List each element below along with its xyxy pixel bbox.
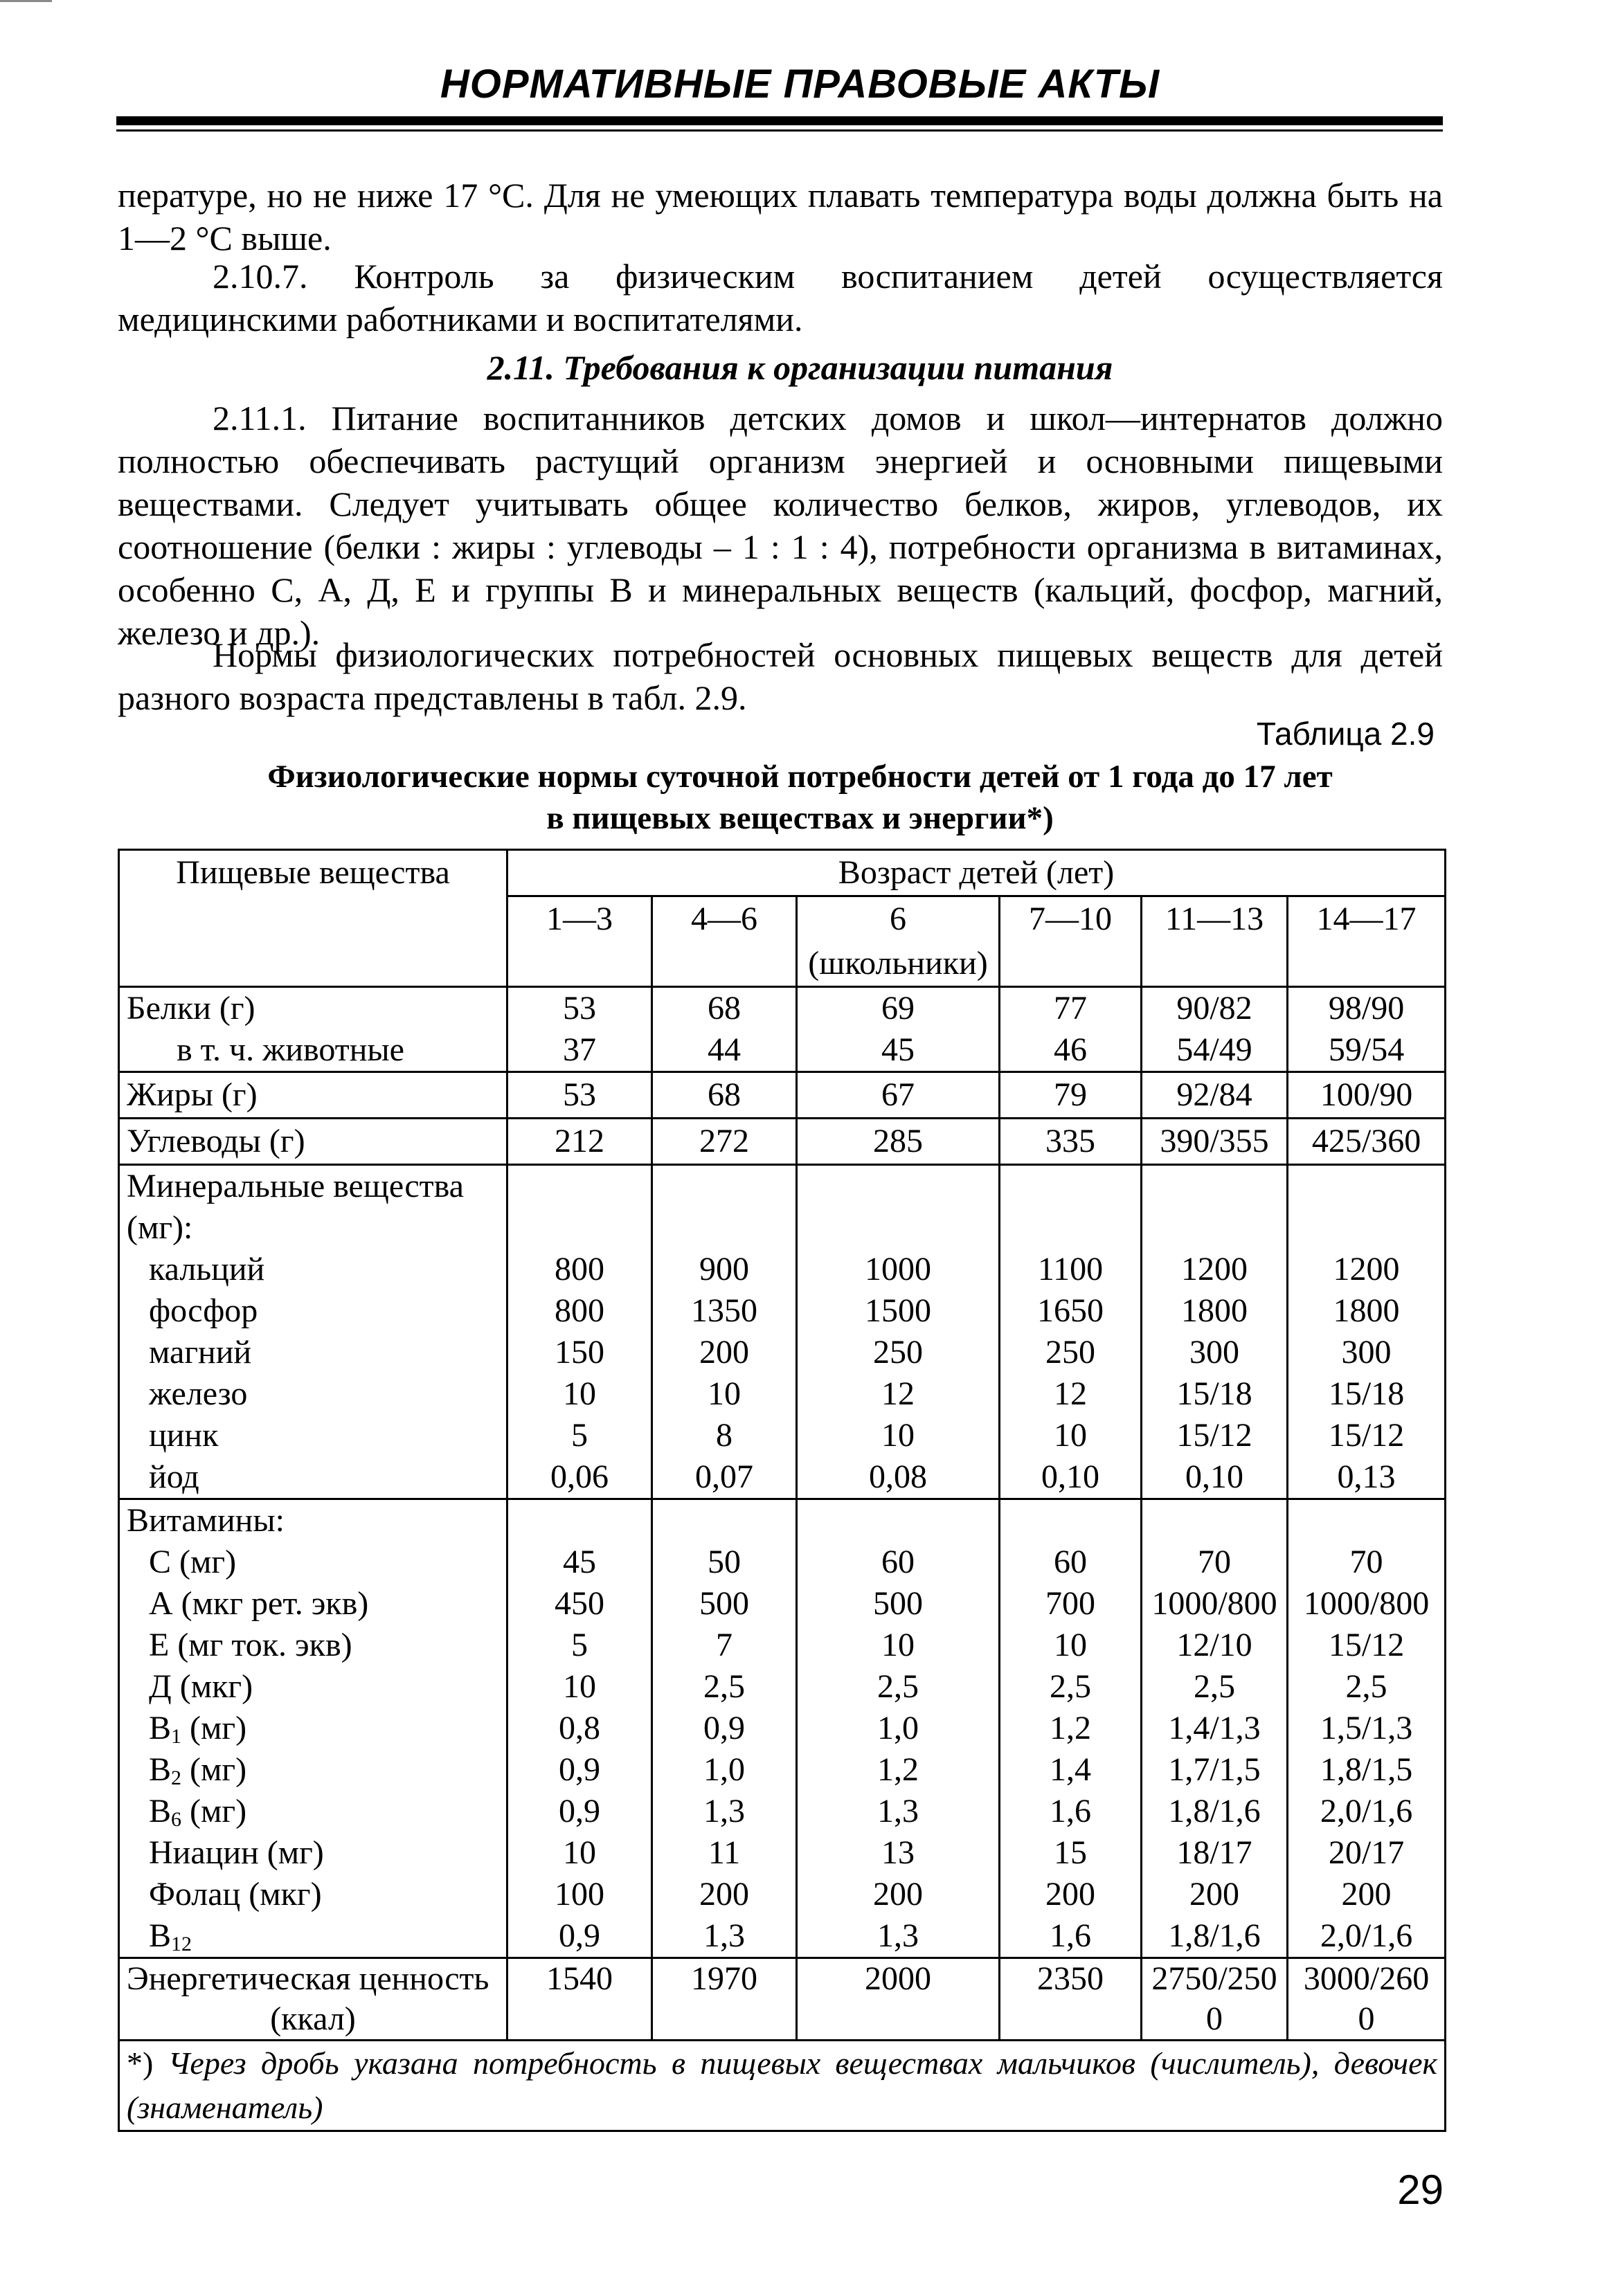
table-cell: 1,8/1,6 [1142, 1915, 1288, 1958]
table-cell: 2,5 [797, 1666, 1000, 1708]
row-label-vitamin: Фолац (мкг) [119, 1874, 507, 1915]
table-cell: 59/54 [1288, 1029, 1446, 1072]
table-cell: 1,8/1,6 [1142, 1791, 1288, 1832]
table-cell: 0,9 [507, 1915, 652, 1958]
table-row [119, 1119, 1446, 1165]
table-cell: 0,9 [507, 1749, 652, 1791]
table-cell: 1800 [1288, 1290, 1446, 1332]
table-cell: 0,06 [507, 1456, 652, 1499]
table-cell: 10 [797, 1625, 1000, 1666]
running-header-title: НОРМАТИВНЫЕ ПРАВОВЫЕ АКТЫ [440, 62, 1160, 107]
table-cell: 1,8/1,5 [1288, 1749, 1446, 1791]
table-cell: 1,6 [1000, 1915, 1142, 1958]
table-row [119, 1332, 1446, 1373]
table-cell: 1,7/1,5 [1142, 1749, 1288, 1791]
table-cell: 98/90 [1288, 987, 1446, 1030]
table-cell: 10 [507, 1666, 652, 1708]
table-row [119, 1249, 1446, 1290]
age-group-header: 4—6 [652, 896, 797, 987]
section-title-2-11: 2.11. Требования к организации питания [487, 348, 1113, 387]
table-cell: 250 [1000, 1332, 1142, 1373]
table-cell-empty [1288, 1499, 1446, 1542]
table-cell-empty [652, 1165, 797, 1249]
table-cell: 2,0/1,6 [1288, 1791, 1446, 1832]
table-cell: 1000 [797, 1249, 1000, 1290]
scan-corner-mark [0, 0, 52, 2]
row-label-mineral: кальций [119, 1249, 507, 1290]
table-cell: 1,4/1,3 [1142, 1708, 1288, 1749]
table-cell: 272 [652, 1119, 797, 1165]
table-cell-empty [652, 1499, 797, 1542]
table-cell: 2,0/1,6 [1288, 1915, 1446, 1958]
table-cell: 15 [1000, 1832, 1142, 1874]
header-rule-thick [116, 116, 1443, 125]
table-cell: 68 [652, 987, 797, 1030]
table-cell: 18/17 [1142, 1832, 1288, 1874]
footnote-text: Через дробь указана потребность в пищевых веществах мальчиков (числитель), девочек (знаменатель) [127, 2045, 1438, 2125]
age-group-header: 1—3 [507, 896, 652, 987]
table-cell: 53 [507, 1072, 652, 1119]
table-cell: 1100 [1000, 1249, 1142, 1290]
table-cell: 10 [1000, 1625, 1142, 1666]
table-cell: 1000/800 [1142, 1583, 1288, 1625]
table-cell: 1350 [652, 1290, 797, 1332]
table-cell: 300 [1142, 1332, 1288, 1373]
energy-label-line-2: (ккал) [270, 2000, 356, 2037]
row-label-mineral: йод [119, 1456, 507, 1499]
table-cell: 1,0 [652, 1749, 797, 1791]
table-cell: 12/10 [1142, 1625, 1288, 1666]
paragraph-2-10-7: 2.10.7. Контроль за физическим воспитанием детей осуществляется медицинскими работниками и воспитателями. [118, 257, 1443, 338]
table-cell: 70 [1142, 1542, 1288, 1583]
row-label-vitamin [119, 1749, 507, 1791]
table-cell: 0,9 [652, 1708, 797, 1749]
table-cell: 1,3 [652, 1791, 797, 1832]
table-row [119, 1583, 1446, 1625]
table-row [119, 1666, 1446, 1708]
table-cell: 15/18 [1288, 1373, 1446, 1415]
energy-label-line-1: Энергетическая ценность [127, 1960, 489, 1997]
table-cell: 500 [797, 1583, 1000, 1625]
table-cell: 0,8 [507, 1708, 652, 1749]
table-cell: 8 [652, 1415, 797, 1456]
table-cell: 0,10 [1000, 1456, 1142, 1499]
table-row [119, 1542, 1446, 1583]
table-footnote-row [119, 2041, 1446, 2131]
table-cell: 250 [797, 1332, 1000, 1373]
row-label-minerals-heading: Минеральные вещества (мг): [119, 1165, 507, 1249]
vitamin-letter: В [149, 1751, 172, 1788]
table-cell: 200 [1288, 1874, 1446, 1915]
table-cell: 37 [507, 1029, 652, 1072]
vitamin-subscript: 12 [171, 1933, 192, 1955]
nutrition-norms-table [118, 849, 1446, 2132]
vitamin-subscript: 2 [171, 1766, 182, 1789]
row-label-proteins: Белки (г) [119, 987, 507, 1030]
table-cell: 10 [652, 1373, 797, 1415]
table-cell: 10 [507, 1832, 652, 1874]
age-group-header: 6 (школьники) [797, 896, 1000, 987]
table-cell: 92/84 [1142, 1072, 1288, 1119]
table-row [119, 1456, 1446, 1499]
table-cell: 2000 [797, 1958, 1000, 2041]
table-cell: 15/18 [1142, 1373, 1288, 1415]
table-cell: 300 [1288, 1332, 1446, 1373]
table-cell: 44 [652, 1029, 797, 1072]
table-row [119, 987, 1446, 1030]
table-title [0, 756, 1600, 839]
table-row [119, 1625, 1446, 1666]
table-cell: 12 [797, 1373, 1000, 1415]
table-cell: 60 [1000, 1542, 1142, 1583]
table-row [119, 1415, 1446, 1456]
table-cell-empty [1000, 1499, 1142, 1542]
paragraph-2-11-1: 2.11.1. Питание воспитанников детских домов и школ—интернатов должно полностью обеспечивать растущий организм энергией и основными пищевыми веществами. Следует учитывать общее количество белков, жиров, углеводов, их соотношение (белки : жиры : углеводы – 1 : 1 : 4), потребности организма в витаминах, особенно С, А, Д, Е и группы В и минеральных веществ (кальций, фосфор, магний, железо и др.). [118, 399, 1443, 652]
table-row [119, 1165, 1446, 1249]
vitamin-letter: В [149, 1793, 172, 1829]
table-row [119, 1958, 1446, 2041]
row-label-vitamin: С (мг) [119, 1542, 507, 1583]
table-cell: 5 [507, 1625, 652, 1666]
table-cell: 2,5 [1288, 1666, 1446, 1708]
table-cell: 1,3 [652, 1915, 797, 1958]
table-cell: 212 [507, 1119, 652, 1165]
table-cell: 1200 [1288, 1249, 1446, 1290]
row-label-vitamin [119, 1791, 507, 1832]
table-cell: 54/49 [1142, 1029, 1288, 1072]
table-cell: 10 [507, 1373, 652, 1415]
row-label-vitamin [119, 1708, 507, 1749]
table-cell: 13 [797, 1832, 1000, 1874]
table-cell: 7 [652, 1625, 797, 1666]
page-number: 29 [1397, 2167, 1444, 2213]
table-cell: 67 [797, 1072, 1000, 1119]
table-row [119, 1373, 1446, 1415]
table-cell: 0,08 [797, 1456, 1000, 1499]
table-cell: 5 [507, 1415, 652, 1456]
vitamin-subscript: 6 [171, 1808, 182, 1831]
table-cell: 1,0 [797, 1708, 1000, 1749]
table-cell: 1,4 [1000, 1749, 1142, 1791]
table-cell: 15/12 [1288, 1625, 1446, 1666]
table-cell: 1540 [507, 1958, 652, 2041]
table-cell: 90/82 [1142, 987, 1288, 1030]
table-cell: 60 [797, 1542, 1000, 1583]
table-cell: 2,5 [1142, 1666, 1288, 1708]
footnote-mark: *) [127, 2045, 154, 2081]
table-cell-empty [1142, 1165, 1288, 1249]
header-age: Возраст детей (лет) [507, 850, 1446, 896]
row-label-mineral: цинк [119, 1415, 507, 1456]
header-substances: Пищевые вещества [119, 850, 507, 987]
table-cell: 1650 [1000, 1290, 1142, 1332]
table-cell: 200 [797, 1874, 1000, 1915]
row-label-vitamin: Д (мкг) [119, 1666, 507, 1708]
row-label-mineral: железо [119, 1373, 507, 1415]
table-cell-empty [1288, 1165, 1446, 1249]
table-row [119, 1749, 1446, 1791]
table-row [119, 1915, 1446, 1958]
table-cell: 0,07 [652, 1456, 797, 1499]
age-group-header: 14—17 [1288, 896, 1446, 987]
table-cell-empty [507, 1499, 652, 1542]
table-cell: 12 [1000, 1373, 1142, 1415]
table-cell: 0,10 [1142, 1456, 1288, 1499]
table-row [119, 1290, 1446, 1332]
table-cell: 1500 [797, 1290, 1000, 1332]
table-cell-empty [1000, 1165, 1142, 1249]
table-cell: 45 [797, 1029, 1000, 1072]
row-label-vitamin [119, 1915, 507, 1958]
table-cell: 20/17 [1288, 1832, 1446, 1874]
table-cell: 1970 [652, 1958, 797, 2041]
table-cell: 335 [1000, 1119, 1142, 1165]
table-cell: 2,5 [652, 1666, 797, 1708]
table-cell: 285 [797, 1119, 1000, 1165]
vitamin-letter: В [149, 1917, 172, 1954]
table-row [119, 1874, 1446, 1915]
table-cell: 2,5 [1000, 1666, 1142, 1708]
table-cell: 425/360 [1288, 1119, 1446, 1165]
vitamin-unit: (мг) [181, 1793, 247, 1829]
table-title-line-2: в пищевых веществах и энергии*) [546, 800, 1054, 836]
row-label-vitamin: А (мкг рет. экв) [119, 1583, 507, 1625]
table-cell: 1,3 [797, 1791, 1000, 1832]
table-cell: 1,6 [1000, 1791, 1142, 1832]
table-cell: 77 [1000, 987, 1142, 1030]
table-cell: 800 [507, 1249, 652, 1290]
table-cell: 1800 [1142, 1290, 1288, 1332]
row-label-vitamin: Ниацин (мг) [119, 1832, 507, 1874]
row-label-fats: Жиры (г) [119, 1072, 507, 1119]
table-cell: 1200 [1142, 1249, 1288, 1290]
age-group-header: 11—13 [1142, 896, 1288, 987]
table-row [119, 1072, 1446, 1119]
table-cell: 1,3 [797, 1915, 1000, 1958]
table-cell: 200 [1142, 1874, 1288, 1915]
table-cell: 11 [652, 1832, 797, 1874]
table-footnote [119, 2041, 1446, 2131]
table-cell: 450 [507, 1583, 652, 1625]
paragraph-pool-temperature: пературе, но не ниже 17 °С. Для не умеющих плавать температура воды должна быть на 1—2 °С выше. [118, 176, 1443, 257]
table-row [119, 1499, 1446, 1542]
table-cell: 3000/260 0 [1288, 1958, 1446, 2041]
table-cell: 70 [1288, 1542, 1446, 1583]
table-cell-empty [1142, 1499, 1288, 1542]
vitamin-letter: В [149, 1710, 172, 1746]
table-cell-empty [797, 1499, 1000, 1542]
vitamin-subscript: 1 [171, 1725, 182, 1748]
table-cell: 900 [652, 1249, 797, 1290]
table-cell-empty [507, 1165, 652, 1249]
row-label-vitamin: Е (мг ток. экв) [119, 1625, 507, 1666]
table-row [119, 1832, 1446, 1874]
paragraph-norms-reference: Нормы физиологических потребностей основных пищевых веществ для детей разного возраста представлены в табл. 2.9. [118, 635, 1443, 717]
row-label-vitamins-heading: Витамины: [119, 1499, 507, 1542]
table-cell: 2350 [1000, 1958, 1142, 2041]
table-cell: 100/90 [1288, 1072, 1446, 1119]
row-label-animal-proteins: в т. ч. животные [119, 1029, 507, 1072]
table-cell: 2750/250 0 [1142, 1958, 1288, 2041]
table-cell: 10 [1000, 1415, 1142, 1456]
row-label-mineral: фосфор [119, 1290, 507, 1332]
vitamin-unit: (мг) [181, 1710, 247, 1746]
table-cell: 800 [507, 1290, 652, 1332]
vitamin-unit: (мг) [181, 1751, 247, 1788]
age-group-header: 7—10 [1000, 896, 1142, 987]
row-label-energy [119, 1958, 507, 2041]
table-cell: 45 [507, 1542, 652, 1583]
table-cell: 79 [1000, 1072, 1142, 1119]
table-cell: 390/355 [1142, 1119, 1288, 1165]
table-label: Таблица 2.9 [1256, 716, 1435, 752]
table-cell: 46 [1000, 1029, 1142, 1072]
table-row [119, 1029, 1446, 1072]
table-cell: 0,9 [507, 1791, 652, 1832]
table-cell: 200 [652, 1874, 797, 1915]
table-title-line-1: Физиологические нормы суточной потребности детей от 1 года до 17 лет [267, 759, 1333, 795]
table-cell: 1000/800 [1288, 1583, 1446, 1625]
table-cell: 53 [507, 987, 652, 1030]
table-cell: 50 [652, 1542, 797, 1583]
table-cell: 150 [507, 1332, 652, 1373]
table-row [119, 1708, 1446, 1749]
table-cell: 100 [507, 1874, 652, 1915]
table-cell: 1,2 [797, 1749, 1000, 1791]
table-cell: 500 [652, 1583, 797, 1625]
table-cell: 700 [1000, 1583, 1142, 1625]
header-rule-thin [116, 129, 1443, 132]
table-cell: 15/12 [1142, 1415, 1288, 1456]
table-cell: 10 [797, 1415, 1000, 1456]
row-label-carbs: Углеводы (г) [119, 1119, 507, 1165]
table-cell: 1,2 [1000, 1708, 1142, 1749]
table-row [119, 1791, 1446, 1832]
table-cell: 15/12 [1288, 1415, 1446, 1456]
table-cell: 200 [1000, 1874, 1142, 1915]
table-cell: 1,5/1,3 [1288, 1708, 1446, 1749]
table-cell: 0,13 [1288, 1456, 1446, 1499]
table-cell-empty [797, 1165, 1000, 1249]
table-cell: 200 [652, 1332, 797, 1373]
row-label-mineral: магний [119, 1332, 507, 1373]
table-cell: 69 [797, 987, 1000, 1030]
table-cell: 68 [652, 1072, 797, 1119]
